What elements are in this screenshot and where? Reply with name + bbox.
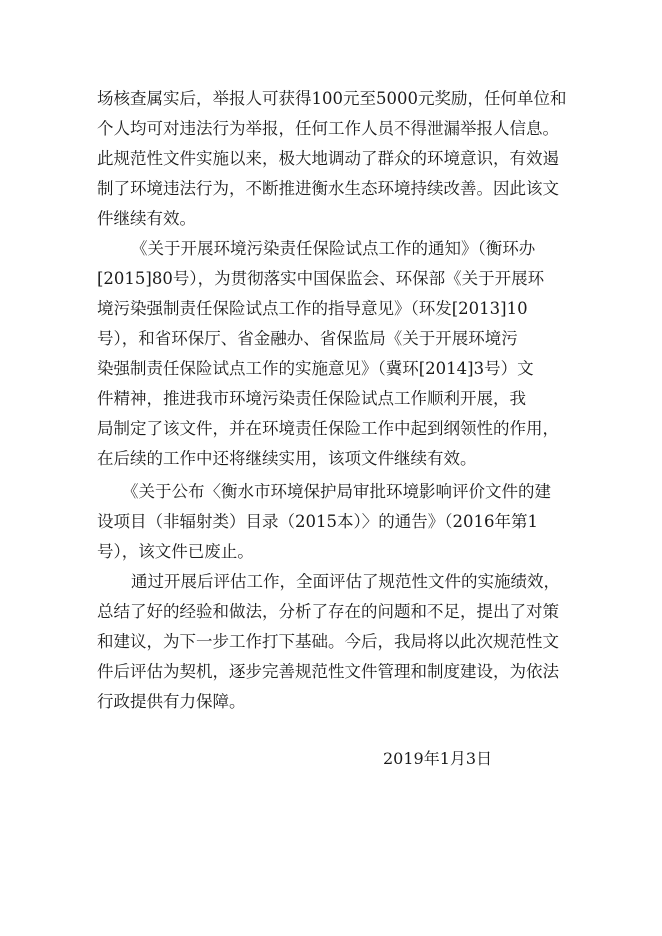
paragraph-4-line-3: 和建议，为下一步工作打下基础。今后，我局将以此次规范性文 — [97, 632, 559, 651]
document-date: 2019年1月3日 — [383, 749, 493, 768]
paragraph-2-line-1: 《关于开展环境污染责任保险试点工作的通知》（衡环办 — [131, 239, 536, 258]
paragraph-1-line-2: 个人均可对违法行为举报，任何工作人员不得泄漏举报人信息。 — [97, 119, 559, 138]
paragraph-2-line-5: 染强制责任保险试点工作的实施意见》（冀环[2014]3号）文 — [97, 359, 534, 378]
paragraph-4-line-4: 件后评估为契机，逐步完善规范性文件管理和制度建设，为依法 — [97, 662, 559, 681]
paragraph-1-line-5: 件继续有效。 — [97, 209, 196, 228]
paragraph-1-line-3: 此规范性文件实施以来，极大地调动了群众的环境意识，有效遏 — [97, 149, 559, 168]
paragraph-3-line-2: 设项目（非辐射类）目录（2015本）〉的通告》（2016年第1 — [97, 512, 538, 531]
paragraph-4-line-2: 总结了好的经验和做法，分析了存在的问题和不足，提出了对策 — [97, 602, 559, 621]
paragraph-1-line-1: 场核查属实后，举报人可获得100元至5000元奖励，任何单位和 — [97, 89, 567, 108]
paragraph-2-line-2: [2015]80号），为贯彻落实中国保监会、环保部《关于开展环 — [97, 269, 545, 288]
paragraph-1-line-4: 制了环境违法行为，不断推进衡水生态环境持续改善。因此该文 — [97, 179, 559, 198]
paragraph-2-line-4: 号），和省环保厅、省金融办、省保监局《关于开展环境污 — [97, 329, 518, 348]
paragraph-3-line-1: 《关于公布〈衡水市环境保护局审批环境影响评价文件的建 — [122, 482, 551, 501]
paragraph-2-line-7: 局制定了该文件，并在环境责任保险工作中起到纲领性的作用， — [97, 419, 559, 438]
paragraph-4-line-1: 通过开展后评估工作，全面评估了规范性文件的实施绩效， — [131, 572, 560, 591]
paragraph-2-line-6: 件精神，推进我市环境污染责任保险试点工作顺利开展，我 — [97, 389, 526, 408]
paragraph-4-line-5: 行政提供有力保障。 — [97, 692, 246, 711]
paragraph-3-line-3: 号），该文件已废止。 — [97, 542, 254, 561]
paragraph-2-line-3: 境污染强制责任保险试点工作的指导意见》（环发[2013]10 — [97, 299, 528, 318]
paragraph-2-line-8: 在后续的工作中还将继续实用，该项文件继续有效。 — [97, 449, 477, 468]
